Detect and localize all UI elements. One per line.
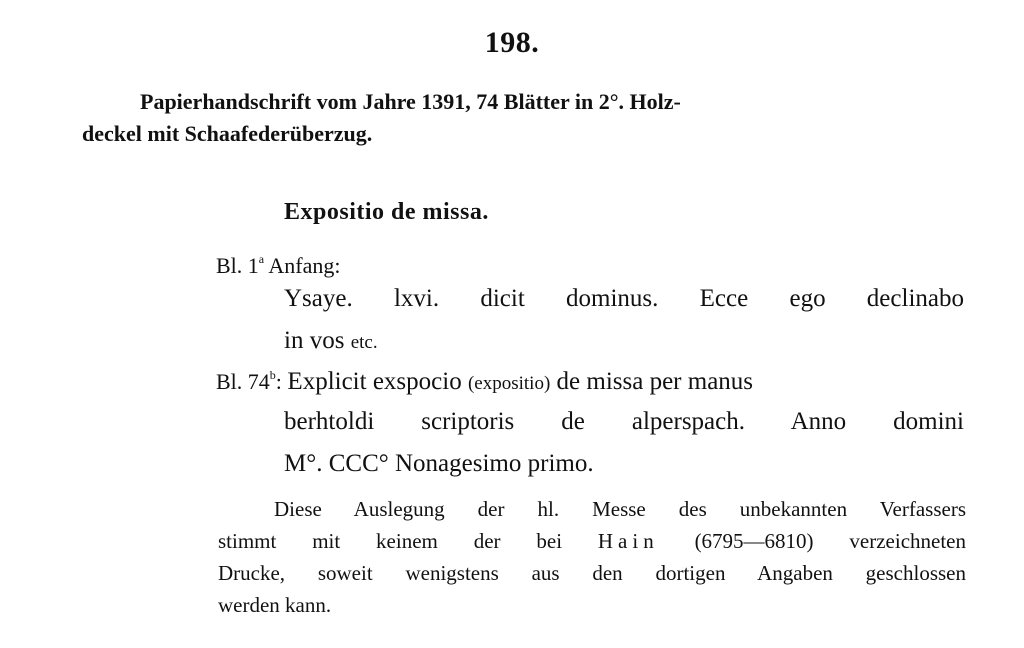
description-line-1: Papierhandschrift vom Jahre 1391, 74 Blätter in 2°. Holz- xyxy=(140,89,681,114)
page-number: 198. xyxy=(484,26,540,59)
explicit-line-1 xyxy=(216,368,966,396)
note-line-3: Drucke, soweit wenigstens aus den dortigen Angaben geschlossen xyxy=(218,561,966,585)
incipit-etc: etc. xyxy=(350,332,378,353)
description-line-2: deckel mit Schaafederüberzug. xyxy=(82,121,373,146)
incipit-folio-side: a xyxy=(258,252,265,266)
note-hain: Hain xyxy=(597,529,659,553)
explicit-label-suffix: : xyxy=(275,369,288,394)
explicit-folio: Bl. 74 xyxy=(216,369,270,394)
note-line-1: Diese Auslegung der hl. Messe des unbekannten Verfassers xyxy=(274,497,966,521)
explicit-line-3: M°. CCC° Nonagesimo primo. xyxy=(284,450,594,477)
explicit-folio-side: b xyxy=(269,368,276,382)
incipit-label xyxy=(216,252,341,279)
incipit-label-suffix: Anfang: xyxy=(264,253,341,278)
explicit-line-2: berhtoldi scriptoris de alperspach. Anno domini xyxy=(284,408,964,435)
note-line-2-a: stimmt mit keinem der bei xyxy=(218,529,598,553)
incipit-line-2-main: in vos xyxy=(284,327,351,354)
incipit-folio: Bl. 1 xyxy=(216,253,259,278)
note-line-2 xyxy=(218,525,966,557)
work-title: Expositio de missa. xyxy=(284,199,489,225)
explicit-text-a: Explicit exspocio xyxy=(287,368,468,395)
note-line-2-b: (6795—6810) verzeichneten xyxy=(658,529,966,553)
explicit-expositio: (expositio) xyxy=(467,373,551,394)
incipit-line-2 xyxy=(284,327,378,355)
explicit-text-b: de missa per manus xyxy=(550,368,754,395)
commentary-note xyxy=(218,493,966,621)
note-line-4: werden kann. xyxy=(218,593,332,617)
manuscript-description xyxy=(82,86,842,150)
incipit-line-1: Ysaye. lxvi. dicit dominus. Ecce ego declinabo xyxy=(284,285,964,312)
